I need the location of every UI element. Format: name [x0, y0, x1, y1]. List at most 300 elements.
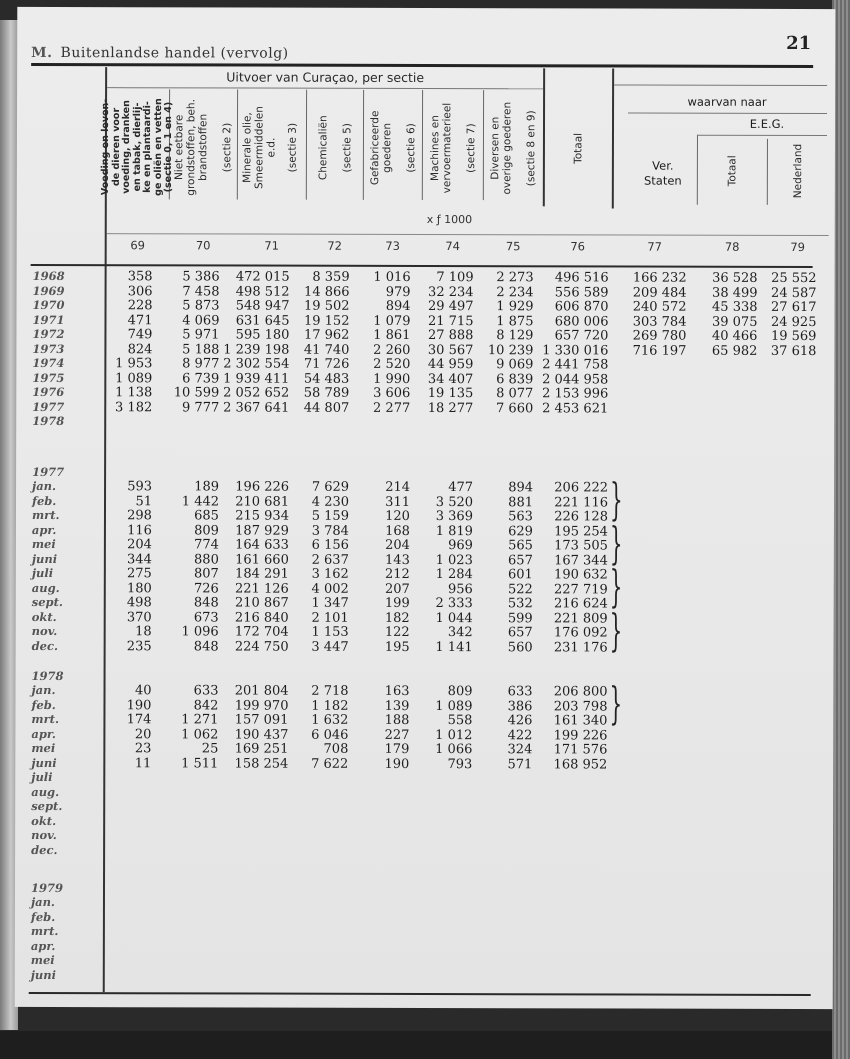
table-cell: 2 234 [496, 284, 534, 300]
header-label: Totaal [571, 132, 584, 164]
table-cell: 37 618 [770, 343, 817, 359]
table-cell: 477 [448, 480, 474, 496]
table-row [15, 828, 833, 844]
section-title-text: Buitenlandse handel (vervolg) [60, 45, 289, 62]
table-row [17, 269, 835, 285]
table-cell: 3 369 [435, 509, 473, 525]
row-label: mrt. [31, 507, 60, 523]
table-cell: 344 [127, 551, 152, 567]
table-cell: 3 447 [311, 639, 349, 655]
table-cell: 716 197 [632, 343, 687, 359]
header-label: Voeding en leven- de dieren voor voeding, dranken en tabak, dierlij- ke en plantaardi- ge oliën en vetten (sectie 0, 1 en 4) [100, 98, 175, 197]
table-cell: 221 126 [235, 581, 289, 597]
table-cell: 173 505 [554, 538, 608, 554]
table-row [16, 312, 834, 328]
table-cell: 227 [384, 727, 410, 743]
quarter-brace-icon: } [609, 678, 623, 730]
table-cell: 571 [507, 756, 533, 772]
row-label: mei [31, 536, 56, 552]
table-row [16, 479, 834, 495]
column-number: 71 [264, 238, 280, 253]
table-cell: 168 [385, 523, 410, 539]
row-label: juni [31, 755, 57, 770]
table-cell: 657 [508, 552, 533, 568]
column-number: 70 [195, 238, 211, 253]
table-cell: 969 [448, 538, 473, 554]
table-cell: 5 873 [182, 298, 220, 314]
table-cell: 189 [194, 479, 220, 495]
table-row [16, 683, 834, 699]
table-cell: 956 [447, 581, 473, 597]
table-cell: 306 [127, 283, 153, 299]
table-cell: 370 [126, 609, 152, 625]
table-row [15, 726, 833, 742]
row-label: feb. [32, 493, 57, 508]
table-cell: 210 681 [235, 494, 290, 510]
quarter-brace-icon: } [609, 474, 623, 526]
table-row [15, 799, 833, 815]
header-label: Nederland [791, 143, 804, 199]
quarter-brace-icon: } [609, 604, 623, 657]
table-cell: 24 587 [771, 285, 817, 301]
row-label: mrt. [30, 923, 59, 939]
header-divider [612, 68, 614, 208]
table-cell: 19 569 [770, 328, 817, 345]
section-letter: M. [31, 44, 53, 62]
bottom-rule [29, 992, 811, 996]
table-cell: 164 633 [235, 537, 289, 553]
table-row [16, 385, 834, 401]
table-cell: 1 929 [496, 299, 534, 315]
table-cell: 215 934 [235, 508, 289, 524]
table-row [16, 566, 834, 582]
header-col-73 [364, 90, 422, 206]
column-number: 76 [570, 239, 586, 254]
table-cell: 3 784 [311, 523, 349, 539]
table-cell: 8 977 [182, 356, 220, 372]
row-label: juli [31, 565, 54, 581]
table-cell: 275 [126, 566, 152, 582]
row-label: dec. [31, 842, 58, 857]
table-cell: 9 777 [182, 399, 220, 415]
table-cell: 182 [384, 610, 410, 626]
table-cell: 633 [193, 683, 219, 699]
table-row [16, 493, 834, 509]
table-cell: 2 052 652 [223, 385, 290, 401]
table-cell: 311 [385, 494, 411, 510]
table-cell: 19 152 [303, 313, 350, 329]
table-cell: 201 804 [234, 683, 289, 699]
table-cell: 1 182 [311, 698, 349, 714]
table-cell: 226 128 [554, 509, 608, 525]
table-cell: 58 789 [303, 385, 350, 401]
table-row [16, 522, 834, 538]
table-cell: 195 [384, 639, 410, 655]
table-cell: 881 [508, 494, 534, 510]
row-label: 1977 [32, 399, 65, 414]
table-cell: 556 589 [554, 284, 609, 300]
table-cell: 2 453 621 [542, 400, 609, 416]
table-cell: 157 091 [234, 712, 289, 728]
table-cell: 120 [385, 508, 410, 524]
table-row [16, 356, 834, 372]
table-cell: 7 622 [311, 756, 349, 772]
table-cell: 18 277 [427, 400, 474, 416]
waarvan-naar-label: waarvan naar [687, 94, 767, 109]
table-cell: 548 947 [235, 298, 290, 314]
table-cell: 30 567 [427, 342, 474, 358]
table-cell: 5 159 [311, 508, 349, 524]
table-cell: 601 [507, 567, 533, 583]
table-cell: 1 023 [435, 552, 473, 568]
column-number: 74 [445, 239, 461, 254]
table-cell: 166 232 [632, 270, 687, 286]
table-cell: 629 [508, 523, 533, 539]
header-label: (sectie 3) [286, 122, 300, 173]
row-label: 1968 [32, 268, 65, 284]
table-row [16, 341, 834, 357]
row-label: nov. [31, 623, 58, 639]
row-label: 1974 [32, 355, 65, 371]
column-number: 79 [790, 239, 806, 254]
table-cell: 214 [385, 479, 411, 495]
table-cell: 216 840 [234, 610, 289, 626]
scan-background [0, 1031, 850, 1059]
table-row [16, 414, 834, 430]
table-cell: 673 [193, 609, 219, 625]
table-row [15, 712, 833, 728]
table-cell: 1 153 [311, 624, 349, 640]
table-cell: 8 129 [496, 328, 534, 344]
table-row [15, 755, 833, 771]
table-cell: 269 780 [632, 328, 687, 344]
table-row [15, 895, 833, 911]
table-cell: 187 929 [235, 523, 289, 539]
row-label: sept. [31, 594, 63, 610]
table-cell: 2 718 [311, 683, 349, 699]
table-cell: 848 [193, 638, 219, 654]
row-label: juni [30, 967, 57, 982]
table-row [16, 609, 834, 625]
table-cell: 161 660 [235, 552, 289, 568]
table-cell: 5 386 [182, 269, 220, 285]
table-cell: 199 226 [553, 727, 608, 743]
table-cell: 116 [127, 522, 152, 538]
table-cell: 2 637 [311, 552, 349, 568]
table-cell: 979 [385, 284, 411, 300]
header-col-79 [768, 137, 828, 205]
table-cell: 565 [508, 538, 533, 554]
table-row [15, 697, 833, 713]
table-cell: 498 512 [235, 284, 290, 300]
table-cell: 1 239 198 [223, 341, 290, 358]
document-page [15, 7, 836, 1009]
table-cell: 139 [384, 698, 410, 714]
table-cell: 41 740 [303, 342, 350, 358]
table-cell: 2 520 [373, 356, 411, 372]
table-cell: 199 [384, 595, 410, 611]
table-cell: 2 333 [435, 596, 473, 612]
row-label: apr. [30, 938, 56, 953]
year-label: 1979 [30, 880, 64, 896]
page-number: 21 [786, 32, 812, 55]
year-label: 1978 [31, 668, 64, 684]
quarter-brace-icon: } [609, 561, 623, 613]
table-cell: 122 [384, 624, 410, 640]
header-label: Niet eetbare grondstoffen, beh. brandstoffen (sectie 2) [173, 99, 234, 196]
table-cell: 894 [385, 298, 411, 314]
table-cell: 204 [385, 537, 410, 553]
table-cell: 23 [134, 741, 152, 757]
table-cell: 1 990 [373, 371, 411, 387]
table-cell: 558 [447, 713, 473, 729]
table-cell: 34 407 [427, 371, 474, 387]
table-cell: 1 875 [496, 313, 534, 329]
header-label: Diversen en overige goederen (sectie 8 en 9) [489, 101, 538, 195]
header-rule [628, 113, 827, 115]
row-label: jan. [31, 682, 56, 698]
table-cell: 595 180 [235, 327, 290, 343]
table-cell: 563 [508, 509, 533, 525]
table-cell: 8 359 [312, 269, 350, 285]
row-label: 1969 [32, 283, 65, 298]
table-cell: 1 016 [373, 269, 411, 285]
table-cell: 809 [447, 684, 473, 700]
table-cell: 203 798 [553, 698, 608, 714]
table-cell: 498 [126, 595, 152, 611]
header-col-74 [423, 90, 483, 206]
table-cell: 7 629 [311, 479, 350, 495]
table-cell: 842 [193, 697, 219, 713]
table-cell: 212 [384, 566, 410, 582]
table-cell: 54 483 [303, 371, 350, 387]
table-cell: 3 520 [435, 494, 474, 510]
table-row [15, 924, 833, 940]
table-cell: 324 [507, 742, 533, 758]
table-cell: 71 726 [303, 356, 350, 372]
top-rule [31, 63, 813, 68]
table-cell: 1 138 [115, 385, 153, 401]
table-cell: 195 254 [554, 523, 608, 539]
table-cell: 227 719 [554, 581, 608, 597]
table-cell: 1 819 [435, 523, 473, 539]
table-cell: 4 069 [182, 312, 220, 328]
table-row [15, 813, 833, 829]
table-cell: 6 739 [182, 370, 220, 386]
table-cell: 190 437 [234, 727, 289, 743]
table-cell: 29 497 [428, 299, 474, 315]
table-cell: 807 [193, 566, 219, 582]
table-cell: 240 572 [632, 299, 687, 315]
table-cell: 1 089 [435, 698, 473, 714]
table-cell: 21 715 [427, 313, 474, 329]
table-cell: 190 [384, 756, 410, 772]
table-cell: 38 499 [712, 285, 758, 301]
table-cell: 207 [384, 581, 410, 597]
row-label: sept. [31, 798, 63, 814]
table-cell: 27 888 [427, 328, 474, 344]
row-label: feb. [31, 697, 56, 712]
table-cell: 824 [127, 341, 153, 357]
table-cell: 179 [384, 741, 410, 757]
table-cell: 44 807 [303, 400, 350, 416]
table-cell: 231 176 [553, 639, 608, 655]
table-cell: 18 [135, 624, 152, 640]
row-label: mrt. [31, 711, 60, 727]
row-label: mei [31, 740, 56, 756]
column-number: 69 [130, 238, 146, 253]
column-number: 72 [327, 238, 343, 253]
table-cell: 708 [323, 741, 349, 757]
table-row [15, 784, 833, 800]
row-label: 1976 [32, 384, 65, 400]
table-cell: 680 006 [554, 313, 609, 329]
table-cell: 210 867 [234, 595, 289, 611]
table-cell: 36 528 [712, 270, 758, 286]
row-label: apr. [31, 726, 56, 741]
header-col-78 [698, 137, 767, 205]
column-number: 73 [385, 238, 401, 253]
table-row [15, 938, 833, 954]
group-title: Uitvoer van Curaçao, per sectie [226, 69, 425, 85]
header-label: Minerale olie, Smeermiddelen e.d. [240, 106, 277, 190]
table-cell: 2 273 [496, 270, 534, 286]
table-cell: 7 109 [436, 270, 474, 286]
header-col-69 [100, 89, 175, 205]
table-cell: 1 066 [435, 742, 473, 758]
header-col-71-sectie [279, 90, 307, 206]
row-label: apr. [31, 522, 57, 537]
table-cell: 224 750 [234, 639, 289, 655]
table-cell: 172 704 [234, 624, 289, 640]
table-cell: 169 251 [234, 741, 289, 757]
table-cell: 386 [507, 698, 533, 714]
table-cell: 171 576 [553, 742, 608, 758]
table-cell: 560 [507, 639, 533, 655]
table-cell: 6 156 [311, 537, 349, 553]
table-cell: 199 970 [234, 698, 289, 714]
table-row [16, 327, 834, 343]
table-cell: 221 116 [554, 494, 609, 510]
table-cell: 174 [126, 712, 152, 728]
table-cell: 1 079 [373, 313, 411, 329]
table-cell: 163 [384, 683, 410, 699]
table-cell: 4 002 [311, 581, 349, 597]
table-row [16, 537, 834, 553]
table-cell: 206 800 [553, 684, 608, 700]
table-row [15, 770, 833, 786]
table-cell: 2 260 [373, 342, 411, 358]
table-cell: 7 660 [496, 400, 534, 416]
table-cell: 606 870 [554, 299, 609, 315]
table-cell: 176 092 [553, 625, 608, 641]
row-label: 1971 [32, 312, 65, 327]
table-row [15, 909, 833, 925]
row-label: 1978 [32, 413, 65, 429]
table-cell: 19 135 [427, 386, 474, 402]
row-label: jan. [30, 894, 55, 910]
table-cell: 196 226 [235, 479, 290, 495]
table-row [15, 741, 833, 757]
row-label: 1970 [32, 297, 65, 313]
table-cell: 19 502 [304, 298, 350, 314]
table-row [16, 580, 834, 596]
table-cell: 20 [134, 726, 152, 742]
table-cell: 1 012 [435, 727, 473, 743]
table-cell: 1 347 [311, 595, 349, 611]
table-row [15, 953, 833, 969]
table-cell: 1 939 411 [223, 370, 290, 387]
table-cell: 158 254 [234, 756, 289, 772]
header-label: Gefabriceerde goederen (sectie 6) [368, 110, 418, 186]
table-cell: 358 [127, 269, 153, 285]
table-row [16, 624, 834, 640]
table-cell: 1 861 [373, 327, 411, 343]
table-cell: 2 044 958 [542, 371, 609, 387]
table-cell: 204 [127, 537, 152, 553]
table-cell: 1 632 [311, 712, 349, 728]
table-cell: 749 [127, 327, 153, 343]
unit-label: x ƒ 1000 [426, 213, 473, 227]
table-cell: 422 [507, 727, 533, 743]
table-cell: 9 069 [496, 357, 534, 373]
table-cell: 27 617 [771, 299, 817, 316]
table-cell: 593 [127, 479, 153, 495]
table-cell: 14 866 [304, 284, 350, 300]
table-row [17, 298, 835, 314]
table-cell: 2 101 [311, 610, 349, 626]
table-cell: 793 [447, 756, 473, 772]
header-col-70 [170, 89, 237, 205]
ver-staten-label: Ver. Staten [643, 158, 682, 188]
table-cell: 1 062 [181, 726, 219, 742]
header-bottom-rule [31, 264, 813, 268]
table-cell: 161 340 [553, 713, 608, 729]
table-cell: 25 552 [771, 270, 817, 287]
table-cell: 1 089 [115, 370, 153, 386]
table-cell: 65 982 [711, 343, 758, 359]
table-cell: 10 599 [173, 385, 220, 401]
table-cell: 40 466 [711, 328, 758, 344]
table-row [16, 370, 834, 386]
table-cell: 2 367 641 [223, 399, 290, 416]
row-label: 1975 [32, 370, 65, 385]
column-number: 78 [724, 239, 740, 254]
row-label: okt. [31, 609, 57, 624]
table-cell: 184 291 [235, 566, 289, 582]
table-cell: 532 [507, 596, 533, 612]
table-cell: 7 458 [182, 283, 220, 299]
table-cell: 45 338 [712, 299, 758, 315]
header-label: Machines en vervoermaterieel (sectie 7) [428, 102, 478, 194]
table-cell: 3 162 [311, 566, 349, 582]
table-cell: 471 [127, 312, 153, 328]
table-cell: 633 [507, 684, 533, 700]
table-cell: 298 [127, 508, 152, 524]
table-cell: 3 182 [115, 399, 153, 415]
row-label: 1972 [32, 326, 65, 342]
table-cell: 235 [126, 638, 152, 654]
table-cell: 17 962 [303, 327, 350, 343]
table-row [15, 967, 833, 983]
table-cell: 522 [507, 581, 533, 597]
row-label: juni [31, 551, 58, 566]
table-cell: 2 153 996 [542, 386, 609, 402]
table-cell: 8 077 [496, 386, 534, 402]
table-cell: 4 230 [311, 494, 350, 510]
table-cell: 5 971 [182, 327, 220, 343]
table-cell: 426 [507, 713, 533, 729]
